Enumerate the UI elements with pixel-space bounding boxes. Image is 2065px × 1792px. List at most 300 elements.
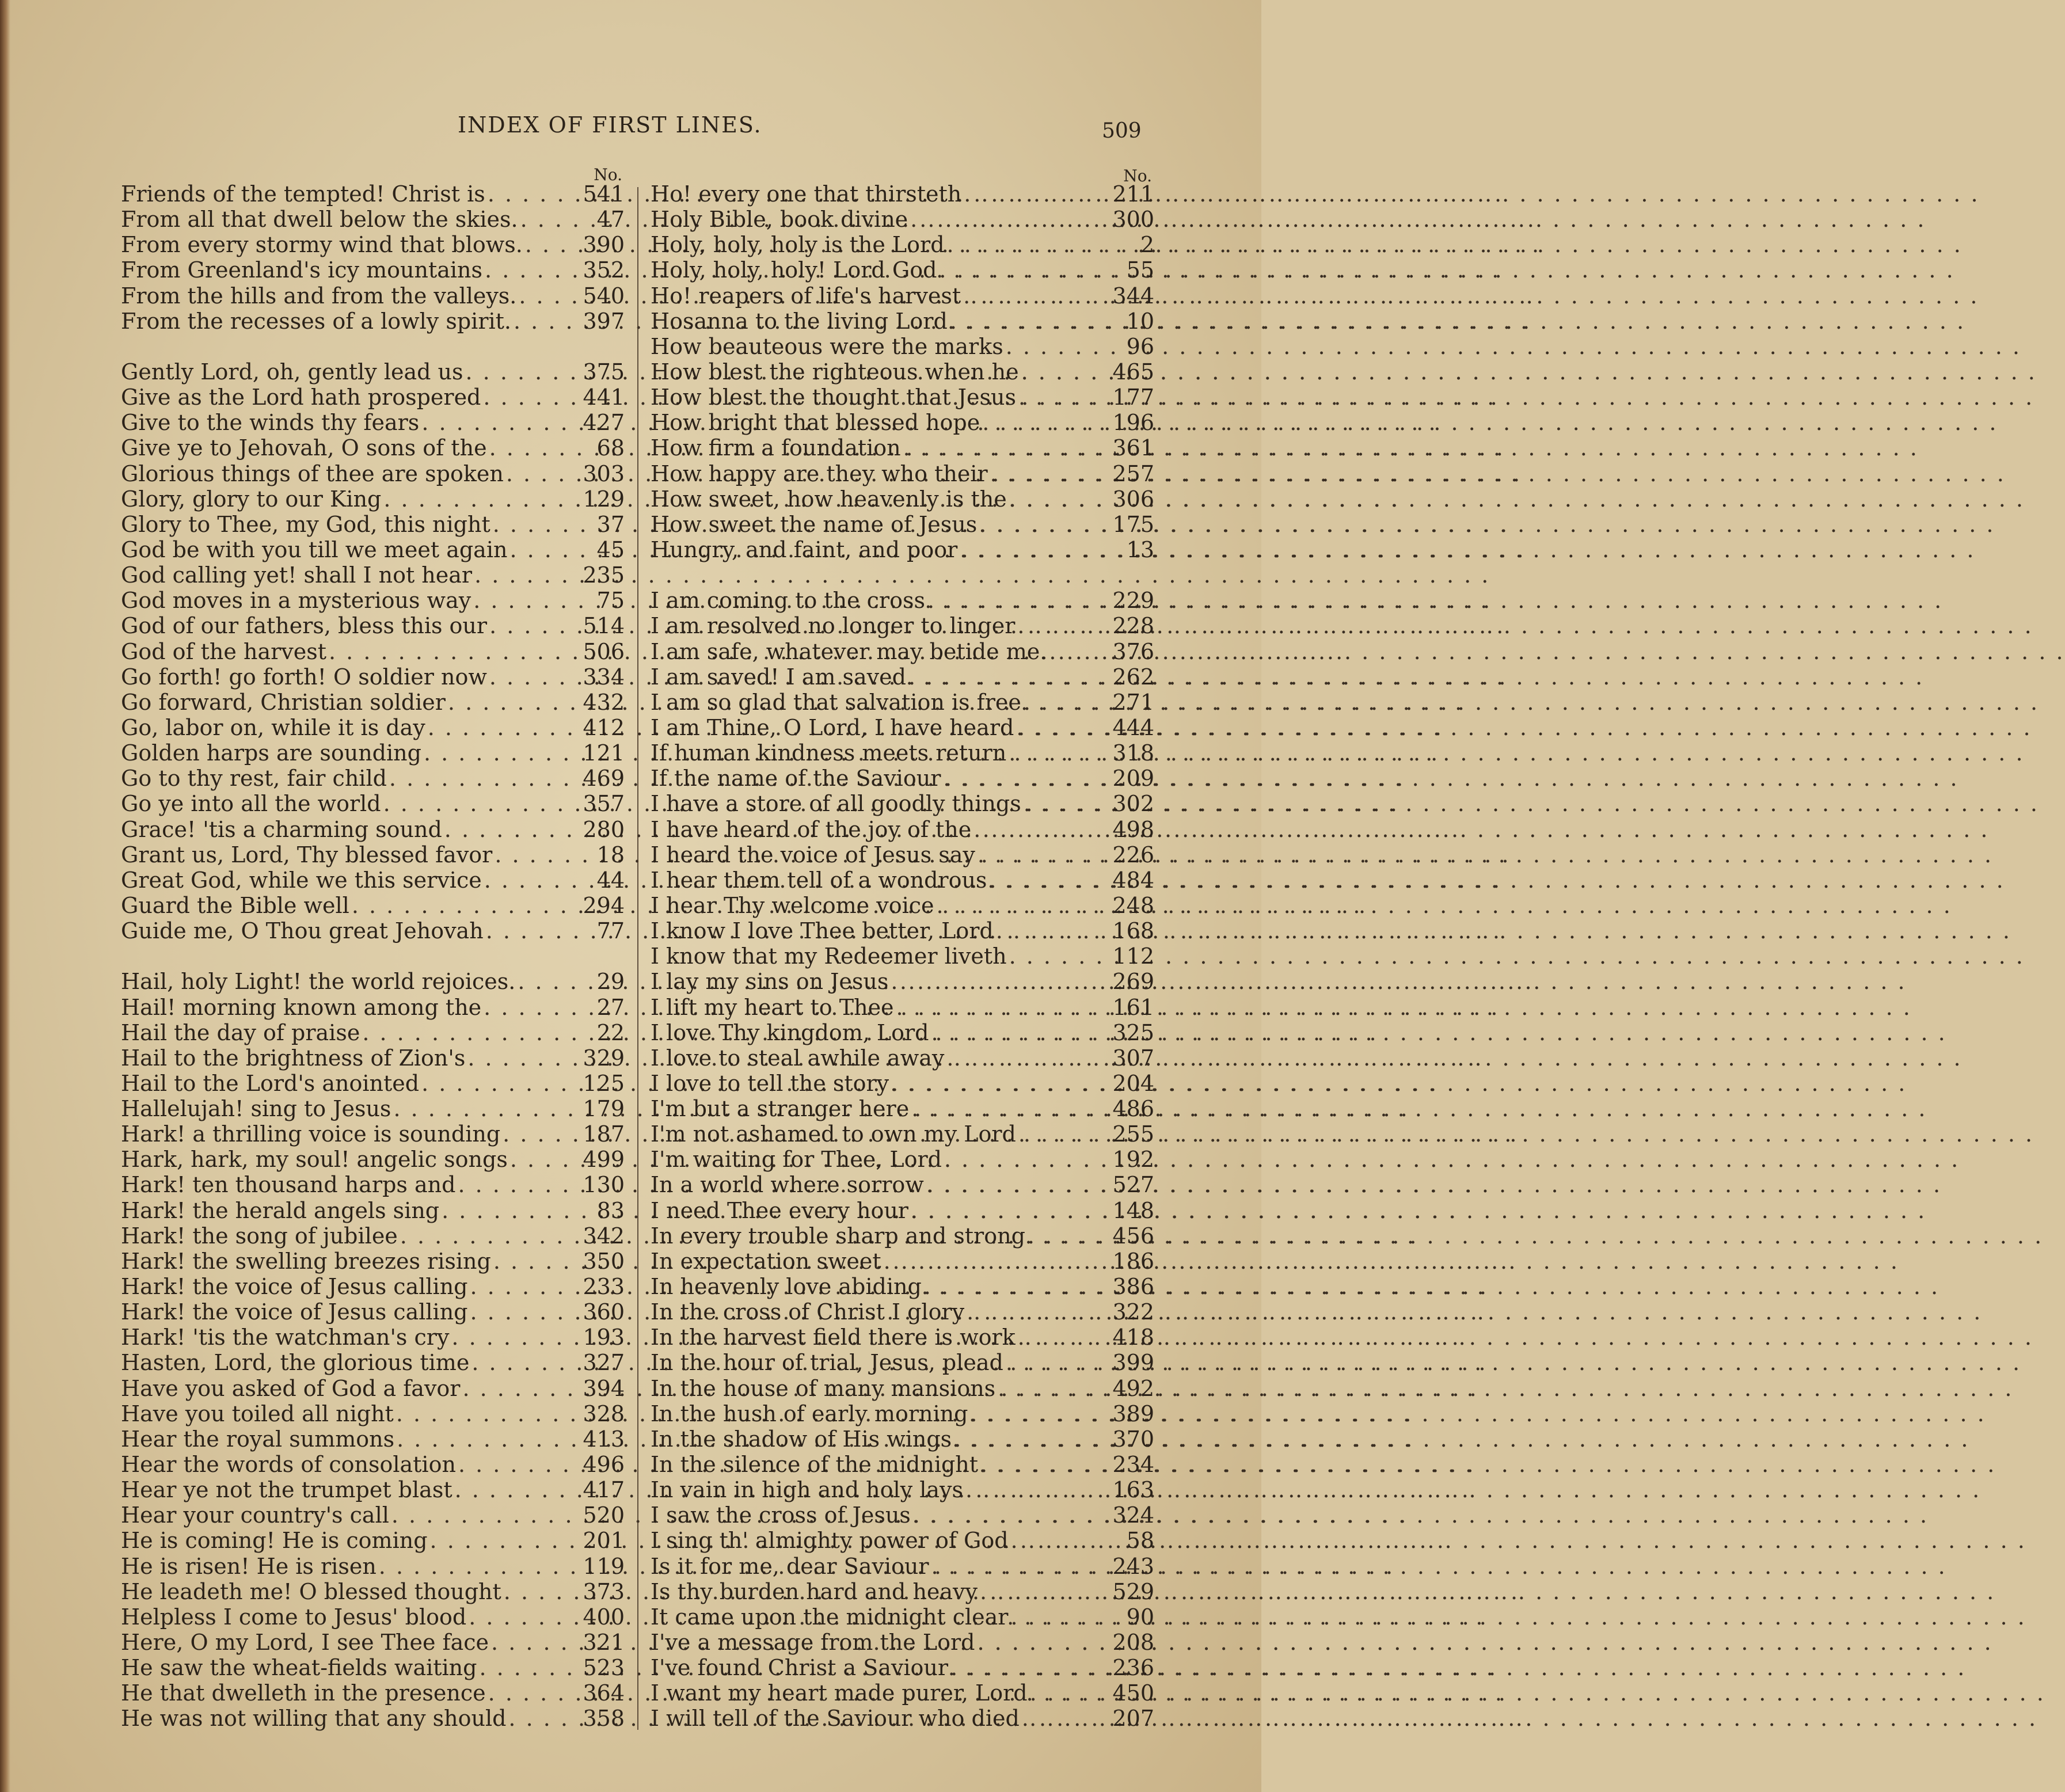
- hymn-number: 271: [1112, 689, 1154, 715]
- hymn-number: 527: [1112, 1172, 1154, 1198]
- hymn-number: 523: [583, 1655, 625, 1681]
- hymn-number: 361: [1112, 435, 1154, 461]
- hymn-number: 243: [1112, 1553, 1154, 1579]
- dot-leader: [941, 766, 1112, 791]
- first-line-text: In the cross of Christ I glory: [651, 1299, 965, 1325]
- first-line-text: In vain in high and holy lays: [651, 1477, 963, 1503]
- index-entry: [121, 664, 625, 690]
- dot-leader: [515, 969, 589, 994]
- index-entry: [651, 715, 1154, 740]
- first-line-text: Hear the words of consolation: [121, 1452, 456, 1478]
- index-entry: [121, 690, 625, 715]
- hymn-number: 192: [1112, 1147, 1154, 1173]
- index-entry: [121, 1630, 625, 1655]
- index-entry: [651, 868, 1154, 893]
- first-line-text: Gently Lord, oh, gently lead us: [121, 359, 463, 385]
- first-line-text: Hasten, Lord, the glorious time: [121, 1350, 470, 1376]
- index-entry: [121, 1325, 625, 1350]
- left-column-rows: [121, 181, 625, 1732]
- hymn-number: 400: [583, 1604, 625, 1630]
- hymn-number: 444: [1112, 714, 1154, 740]
- column-divider: [637, 187, 638, 1730]
- index-entry: [651, 1223, 1154, 1249]
- first-line-text: Hark! the voice of Jesus calling: [121, 1299, 468, 1325]
- dot-leader: [1016, 1325, 1113, 1350]
- index-entry: [121, 868, 625, 893]
- first-line-text: Holy Bible, book divine: [651, 207, 908, 233]
- first-line-text: If the name of the Saviour: [651, 766, 941, 792]
- dot-leader: [934, 893, 1113, 918]
- hymn-number: 175: [1112, 511, 1154, 537]
- first-line-text: I love to tell the story: [651, 1070, 889, 1096]
- hymn-number: 327: [583, 1350, 625, 1376]
- first-line-text: Glory to Thee, my God, this night: [121, 511, 490, 537]
- index-entry: [121, 893, 625, 918]
- first-line-text: He was not willing that any should: [121, 1706, 507, 1732]
- index-entry: [651, 1477, 1154, 1502]
- hymn-number: 177: [1112, 385, 1154, 410]
- index-entry: [651, 943, 1154, 969]
- hymn-number: 389: [1112, 1401, 1154, 1426]
- hymn-number: 427: [583, 410, 625, 436]
- index-entry: [121, 435, 625, 461]
- dot-leader: [1009, 1528, 1119, 1553]
- index-entry: [651, 283, 1154, 309]
- hymn-number: 520: [583, 1502, 625, 1528]
- hymn-number: 179: [583, 1096, 625, 1122]
- first-line-text: Guard the Bible well: [121, 892, 349, 918]
- first-line-text: In the hour of trial, Jesus, plead: [651, 1350, 1003, 1376]
- index-entry: [121, 740, 625, 766]
- index-entry: [121, 1198, 625, 1223]
- first-line-text: Hear the royal summons: [121, 1426, 395, 1452]
- first-line-text: Give ye to Jehovah, O sons of the: [121, 435, 487, 461]
- hymn-number: 55: [1126, 257, 1154, 283]
- index-entry: [121, 1299, 625, 1325]
- dot-leader: [452, 1477, 583, 1502]
- index-entry: [651, 537, 1154, 562]
- first-line-text: Is thy burden hard and heavy: [651, 1578, 978, 1604]
- first-line-text: Give to the winds thy fears: [121, 410, 420, 436]
- dot-leader: [995, 1376, 1112, 1401]
- first-line-text: He saw the wheat-fields waiting: [121, 1655, 477, 1681]
- first-line-text: Grace! 'tis a charming sound: [121, 816, 442, 842]
- index-entry: [651, 639, 1154, 664]
- hymn-number: 321: [583, 1630, 625, 1656]
- first-line-text: I hear them tell of a wondrous: [651, 867, 987, 893]
- dot-leader: [449, 1325, 583, 1350]
- index-entry: [121, 562, 625, 588]
- first-line-text: Hear ye not the trumpet blast: [121, 1477, 452, 1503]
- hymn-number: 148: [1112, 1197, 1154, 1223]
- dot-leader: [1016, 1121, 1113, 1147]
- dot-leader: [964, 1299, 1112, 1325]
- dot-leader: [394, 1426, 583, 1452]
- dot-leader: [987, 868, 1112, 893]
- index-entry: [651, 1096, 1154, 1121]
- dot-leader: [481, 385, 583, 410]
- index-entry: [121, 817, 625, 842]
- page-header: [0, 112, 1261, 147]
- dot-leader: [481, 995, 589, 1020]
- index-entry: [651, 1579, 1154, 1604]
- page-title: INDEX OF FIRST LINES.: [458, 112, 762, 138]
- dot-leader: [485, 181, 583, 207]
- dot-leader: [922, 1274, 1113, 1299]
- index-entry: [121, 1172, 625, 1197]
- first-line-text: From every stormy wind that blows.: [121, 232, 523, 258]
- index-entry: [121, 1071, 625, 1096]
- first-line-text: God calling yet! shall I not hear: [121, 562, 473, 588]
- hymn-number: 47: [596, 207, 625, 233]
- index-entry: [121, 283, 625, 309]
- first-line-text: In the harvest field there is work: [651, 1325, 1016, 1350]
- right-column-rows: [651, 181, 1154, 1732]
- first-line-text: Hark! a thrilling voice is sounding: [121, 1121, 501, 1147]
- dot-leader: [952, 1426, 1112, 1452]
- index-entry: [121, 1376, 625, 1401]
- hymn-number: 226: [1112, 842, 1154, 868]
- first-line-text: Hark! ten thousand harps and: [121, 1172, 456, 1198]
- index-entry: [121, 1502, 625, 1528]
- hymn-number: 541: [583, 181, 625, 207]
- index-entry: [651, 791, 1154, 816]
- hymn-number: 211: [1112, 181, 1154, 207]
- dot-leader: [908, 207, 1112, 232]
- first-line-text: In a world where sorrow: [651, 1172, 924, 1198]
- section-gap: [121, 334, 625, 359]
- index-entry: [121, 1426, 625, 1452]
- first-line-text: I hear Thy welcome voice: [651, 892, 934, 918]
- first-line-text: Hark! the swelling breezes rising: [121, 1248, 491, 1274]
- index-entry: [121, 1452, 625, 1477]
- first-line-text: I've found Christ a Saviour: [651, 1655, 949, 1681]
- first-line-text: Go forth! go forth! O soldier now: [121, 664, 487, 690]
- index-entry: [651, 969, 1154, 994]
- first-line-text: I have a store of all goodly things: [651, 791, 1021, 817]
- first-line-text: Holy, holy, holy is the Lord: [651, 232, 945, 258]
- first-line-text: Hungry, and faint, and poor: [651, 537, 958, 562]
- first-line-text: Give as the Lord hath prospered: [121, 385, 481, 410]
- dot-leader: [381, 791, 583, 816]
- page-edge: [0, 0, 10, 1792]
- index-entry: [651, 918, 1154, 943]
- dot-leader: [944, 1045, 1112, 1071]
- dot-leader: [456, 1452, 583, 1477]
- first-line-text: In the hush of early morning: [651, 1401, 968, 1426]
- index-entry: [651, 842, 1154, 868]
- dot-leader: [942, 1147, 1113, 1172]
- first-line-text: From all that dwell below the skies.: [121, 207, 518, 233]
- index-entry: [651, 486, 1154, 512]
- dot-leader: [961, 181, 1112, 207]
- dot-leader: [889, 1071, 1112, 1096]
- dot-leader: [968, 1401, 1112, 1426]
- dot-leader: [428, 1528, 583, 1553]
- hymn-number: 386: [1112, 1274, 1154, 1300]
- first-line-text: I'm waiting for Thee, Lord: [651, 1147, 942, 1173]
- dot-leader: [381, 486, 583, 512]
- index-entry: [651, 1325, 1154, 1350]
- right-column: [651, 158, 1154, 1732]
- dot-leader: [389, 1502, 583, 1528]
- index-entry: [651, 1045, 1154, 1071]
- first-line-text: Helpless I come to Jesus' blood: [121, 1604, 467, 1630]
- first-line-text: Hark! the voice of Jesus calling: [121, 1274, 468, 1300]
- hymn-number: 306: [1112, 486, 1154, 512]
- first-line-text: Here, O my Lord, I see Thee face: [121, 1630, 489, 1656]
- hymn-number: 129: [583, 486, 625, 512]
- index-entry: [121, 791, 625, 816]
- dot-leader: [504, 461, 583, 486]
- left-column-header: [121, 158, 625, 184]
- dot-leader: [487, 613, 583, 638]
- hymn-number: 486: [1112, 1096, 1154, 1122]
- first-line-text: Go to thy rest, fair child: [121, 766, 387, 792]
- index-entry: [651, 1452, 1154, 1477]
- hymn-number: 352: [583, 257, 625, 283]
- index-entry: [121, 766, 625, 791]
- first-line-text: How sweet the name of Jesus: [651, 511, 978, 537]
- dot-leader: [421, 740, 583, 766]
- first-line-text: How sweet, how heavenly is the: [651, 486, 1007, 512]
- dot-leader: [419, 1071, 583, 1096]
- dot-leader: [978, 1579, 1112, 1604]
- hymn-number: 2: [1140, 232, 1154, 258]
- hymn-number: 168: [1112, 918, 1154, 944]
- index-entry: [121, 842, 625, 868]
- index-entry: [651, 232, 1154, 257]
- first-line-text: I am safe, whatever may betide me.: [651, 638, 1047, 664]
- first-line-text: Grant us, Lord, Thy blessed favor: [121, 842, 493, 868]
- hymn-number: 498: [1112, 816, 1154, 842]
- first-line-text: In the shadow of His wings: [651, 1426, 952, 1452]
- hymn-number: 255: [1112, 1121, 1154, 1147]
- dot-leader: [398, 1223, 583, 1249]
- index-entry: [121, 1045, 625, 1071]
- first-line-text: He that dwelleth in the presence: [121, 1680, 486, 1706]
- hymn-number: 44: [596, 867, 625, 893]
- index-entry: [651, 1376, 1154, 1401]
- dot-leader: [978, 1452, 1112, 1477]
- hymn-number: 329: [583, 1045, 625, 1071]
- first-line-text: In heavenly love abiding: [651, 1274, 922, 1300]
- dot-leader: [908, 1198, 1113, 1223]
- dot-leader: [988, 461, 1113, 486]
- dot-leader: [419, 410, 583, 435]
- dot-leader: [1028, 1680, 1113, 1706]
- hymn-number: 397: [583, 308, 625, 334]
- index-entry: [121, 1401, 625, 1426]
- index-entry: [121, 1249, 625, 1274]
- hymn-number: 375: [583, 359, 625, 385]
- dot-leader: [888, 969, 1112, 994]
- hymn-number: 58: [1126, 1528, 1154, 1554]
- hymn-number: 499: [583, 1147, 625, 1173]
- hymn-number: 207: [1112, 1706, 1154, 1732]
- dot-leader: [975, 842, 1113, 868]
- index-entry: [651, 690, 1154, 715]
- dot-leader: [469, 1350, 583, 1375]
- first-line-text: Hark! 'tis the watchman's cry: [121, 1325, 450, 1350]
- hymn-number: 186: [1112, 1248, 1154, 1274]
- index-entry: [121, 486, 625, 512]
- first-line-text: I heard the voice of Jesus say: [651, 842, 975, 868]
- hymn-number: 484: [1112, 867, 1154, 893]
- index-entry: [651, 740, 1154, 766]
- dot-leader: [326, 639, 583, 664]
- hymn-number: 358: [583, 1706, 625, 1732]
- first-line-text: In expectation sweet: [651, 1248, 881, 1274]
- first-line-text: I know that my Redeemer liveth: [651, 943, 1007, 969]
- page-number: 509: [1102, 119, 1142, 143]
- dot-leader: [394, 1401, 583, 1426]
- dot-leader: [1003, 334, 1119, 359]
- first-line-text: I will tell of the Saviour who died: [651, 1706, 1020, 1732]
- index-entry: [651, 1121, 1154, 1147]
- dot-leader: [465, 1045, 583, 1071]
- dot-leader: [1007, 486, 1113, 512]
- index-entry: [121, 1350, 625, 1375]
- dot-leader: [1019, 359, 1113, 385]
- first-line-text: I am coming to the cross: [651, 588, 925, 614]
- index-entry: [651, 766, 1154, 791]
- first-line-text: Hark! the song of jubilee: [121, 1223, 398, 1249]
- index-entry: [121, 309, 625, 334]
- dot-leader: [468, 1274, 583, 1299]
- dot-leader: [1047, 639, 1112, 664]
- hymn-number: 334: [583, 664, 625, 690]
- dot-leader: [439, 1198, 589, 1223]
- first-line-text: I am so glad that salvation is free: [651, 689, 1021, 715]
- first-line-text: I need Thee every hour: [651, 1197, 908, 1223]
- dot-leader: [948, 1655, 1112, 1680]
- dot-leader: [911, 1502, 1113, 1528]
- first-line-text: Is it for me, dear Saviour: [651, 1553, 929, 1579]
- index-entry: [121, 969, 625, 994]
- first-line-text: I am saved! I am saved: [651, 664, 906, 690]
- first-line-text: Holy, holy, holy! Lord God: [651, 257, 937, 283]
- first-line-text: Hear your country's call: [121, 1502, 389, 1528]
- index-entry: [651, 1706, 1154, 1731]
- dot-leader: [1015, 613, 1112, 638]
- hymn-number: 90: [1126, 1604, 1154, 1630]
- first-line-text: Glory, glory to our King: [121, 486, 382, 512]
- index-entry: [651, 385, 1154, 410]
- dot-leader: [901, 435, 1113, 461]
- dot-leader: [906, 664, 1113, 690]
- dot-leader: [963, 1477, 1113, 1502]
- first-line-text: From Greenland's icy mountains: [121, 257, 483, 283]
- hymn-number: 302: [1112, 791, 1154, 817]
- index-entry: [651, 1502, 1154, 1528]
- dot-leader: [518, 207, 589, 232]
- first-line-text: From the hills and from the valleys.: [121, 283, 517, 309]
- dot-leader: [1020, 1706, 1113, 1731]
- hymn-number: 29: [596, 969, 625, 995]
- hymn-number: 432: [583, 689, 625, 715]
- first-line-text: I know I love Thee better, Lord: [651, 918, 994, 944]
- index-entry: [651, 1426, 1154, 1452]
- index-entry: [121, 1274, 625, 1299]
- hymn-number: 130: [583, 1172, 625, 1198]
- hymn-number: 350: [583, 1248, 625, 1274]
- index-entry: [651, 1401, 1154, 1426]
- hymn-number: 360: [583, 1299, 625, 1325]
- hymn-number: 399: [1112, 1350, 1154, 1376]
- index-entry: [651, 1147, 1154, 1172]
- hymn-number: 163: [1112, 1477, 1154, 1503]
- section-gap: [121, 943, 625, 969]
- dot-leader: [957, 537, 1119, 562]
- first-line-text: I love to steal awhile away: [651, 1045, 945, 1071]
- index-entry: [121, 1554, 625, 1579]
- first-line-text: Go, labor on, while it is day: [121, 714, 425, 740]
- dot-leader: [446, 690, 583, 715]
- index-entry: [121, 537, 625, 562]
- first-line-text: Hail the day of praise: [121, 1019, 360, 1045]
- index-entry: [651, 1528, 1154, 1553]
- dot-leader: [511, 309, 583, 334]
- hymn-number: 201: [583, 1528, 625, 1554]
- first-line-text: Guide me, O Thou great Jehovah: [121, 918, 484, 944]
- hymn-number: 300: [1112, 207, 1154, 233]
- index-entry: [651, 410, 1154, 435]
- dot-leader: [492, 842, 589, 868]
- first-line-text: Hail! morning known among the: [121, 994, 482, 1020]
- first-line-text: God of the harvest: [121, 638, 326, 664]
- index-entry: [121, 410, 625, 435]
- hymn-number: 412: [583, 714, 625, 740]
- dot-leader: [1025, 1223, 1113, 1249]
- hymn-number: 325: [1112, 1019, 1154, 1045]
- number-column-label: No.: [594, 165, 622, 184]
- hymn-number: 450: [1112, 1680, 1154, 1706]
- index-entry: [121, 181, 625, 207]
- dot-leader: [508, 1147, 583, 1172]
- dot-leader: [961, 283, 1112, 309]
- hymn-number: 18: [596, 842, 625, 868]
- index-entry: [651, 257, 1154, 283]
- first-line-text: How blest the righteous when he: [651, 359, 1019, 385]
- index-entry: [121, 1477, 625, 1502]
- first-line-text: I sing th' almighty power of God: [651, 1528, 1009, 1554]
- hymn-number: 496: [583, 1452, 625, 1478]
- hymn-number: 45: [596, 537, 625, 562]
- dot-leader: [490, 512, 589, 537]
- index-entry: [121, 257, 625, 283]
- first-line-text: I'm not ashamed to own my Lord: [651, 1121, 1016, 1147]
- left-column: [121, 158, 625, 1732]
- number-column-label: No.: [1123, 166, 1152, 185]
- dot-leader: [482, 257, 583, 283]
- first-line-text: In the house of many mansions: [651, 1375, 996, 1401]
- first-line-text: How happy are they who their: [651, 461, 988, 486]
- hymn-number: 307: [1112, 1045, 1154, 1071]
- hymn-number: 456: [1112, 1223, 1154, 1249]
- hymn-number: 441: [583, 385, 625, 410]
- hymn-number: 229: [1112, 588, 1154, 614]
- hymn-number: 465: [1112, 359, 1154, 385]
- first-line-text: How firm a foundation: [651, 435, 901, 461]
- first-line-text: Golden harps are sounding: [121, 740, 421, 766]
- dot-leader: [1008, 1604, 1119, 1630]
- index-entry: [651, 1655, 1154, 1680]
- first-line-text: It came upon the midnight clear: [651, 1604, 1009, 1630]
- hymn-number: 236: [1112, 1655, 1154, 1681]
- index-entry: [651, 1604, 1154, 1630]
- dot-leader: [482, 868, 589, 893]
